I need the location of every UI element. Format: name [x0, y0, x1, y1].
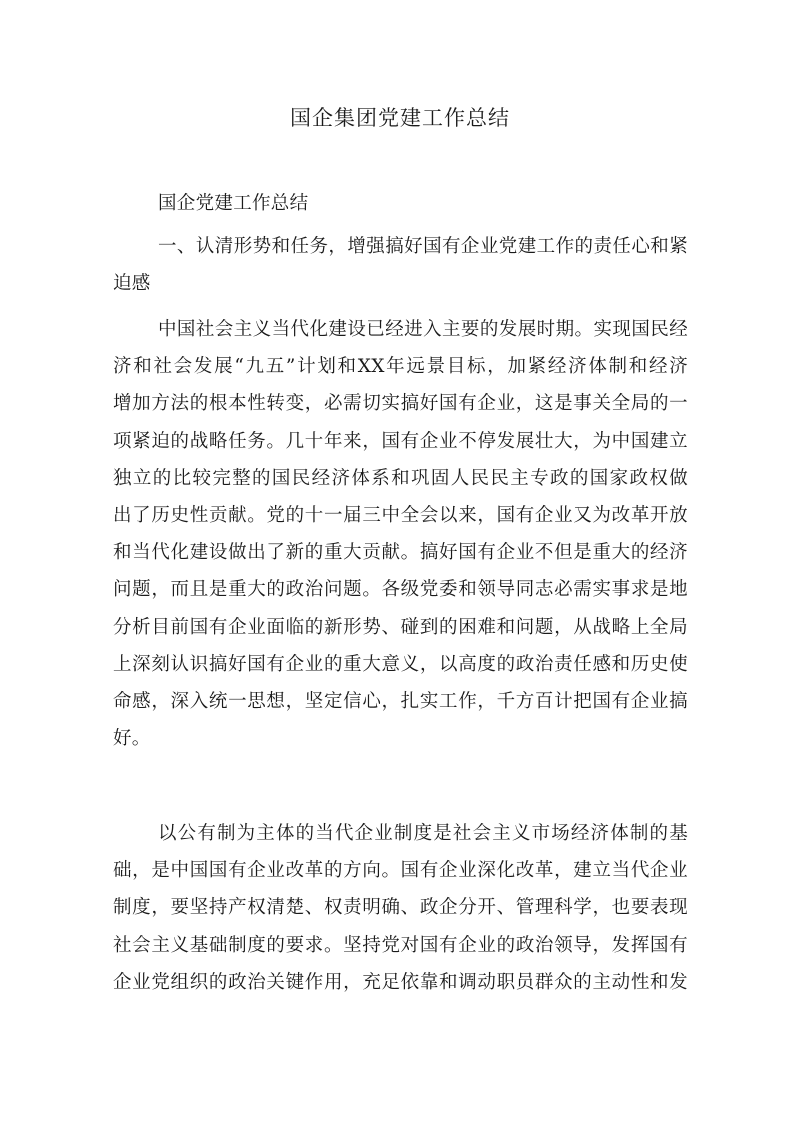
heading-1-line: 迫感: [113, 273, 151, 295]
paragraph-line: 和当代化建设做出了新的重大贡献。搞好国有企业不但是重大的经济: [113, 542, 688, 564]
paragraph-line: 命感，深入统一思想，坚定信心，扎实工作，千方百计把国有企业搞: [113, 691, 688, 713]
paragraph-1: [113, 311, 688, 757]
paragraph-line: 以公有制为主体的当代企业制度是社会主义市场经济体制的基: [158, 823, 688, 844]
paragraph-line: 社会主义基础制度的要求。坚持党对国有企业的政治领导，发挥国有: [113, 934, 688, 956]
subtitle-line: 国企党建工作总结: [158, 193, 309, 214]
paragraph-line: 中国社会主义当代化建设已经进入主要的发展时期。实现国民经: [158, 319, 688, 340]
paragraph-2: [113, 815, 688, 1001]
paragraph-line: 企业党组织的政治关键作用，充足依靠和调动职员群众的主动性和发: [113, 971, 688, 993]
paragraph-line: 项紧迫的战略任务。几十年来，国有企业不停发展壮大，为中国建立: [113, 430, 688, 452]
paragraph-line: 增加方法的根本性转变，必需切实搞好国有企业，这是事关全局的一: [113, 393, 688, 415]
paragraph-line: 出了历史性贡献。党的十一届三中全会以来，国有企业又为改革开放: [113, 505, 688, 527]
paragraph-line: 分析目前国有企业面临的新形势、碰到的困难和问题，从战略上全局: [113, 616, 688, 638]
paragraph-line: 好。: [113, 728, 151, 750]
document-title: 国企集团党建工作总结: [290, 106, 510, 130]
paragraph-line: 上深刻认识搞好国有企业的重大意义，以高度的政治责任感和历史使: [113, 653, 688, 675]
heading-1-line: 一、认清形势和任务，增强搞好国有企业党建工作的责任心和紧: [158, 236, 688, 257]
paragraph-line: 问题，而且是重大的政治问题。各级党委和领导同志必需实事求是地: [113, 579, 688, 601]
paragraph-line: 独立的比较完整的国民经济体系和巩固人民民主专政的国家政权做: [113, 467, 688, 489]
paragraph-line: 济和社会发展“九五”计划和XX年远景目标，加紧经济体制和经济: [113, 356, 688, 378]
paragraph-line: 制度，要坚持产权清楚、权责明确、政企分开、管理科学，也要表现: [113, 897, 688, 919]
paragraph-line: 础，是中国国有企业改革的方向。国有企业深化改革，建立当代企业: [113, 860, 688, 882]
heading-1: [113, 228, 688, 302]
section-subtitle: [113, 185, 688, 222]
